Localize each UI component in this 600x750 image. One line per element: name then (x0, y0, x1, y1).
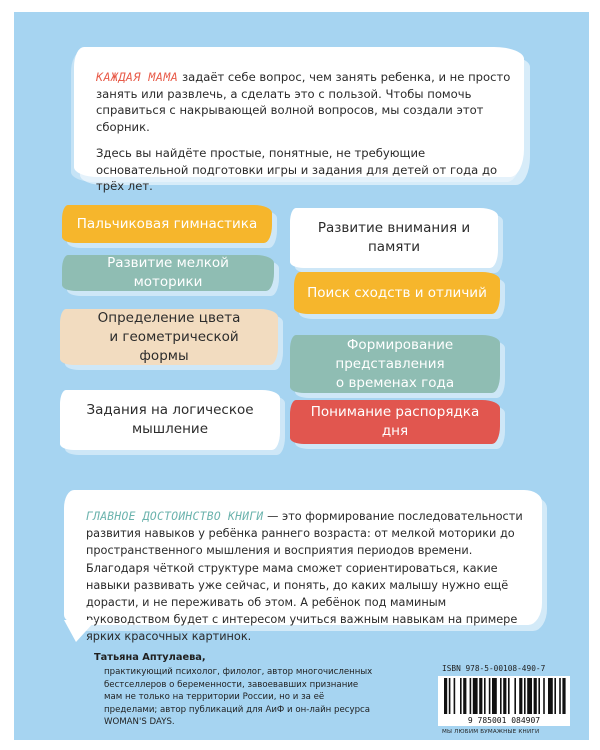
book-back-cover (14, 12, 589, 740)
barcode-bar (508, 678, 510, 714)
barcode-bar (503, 678, 506, 714)
author-info (94, 652, 374, 728)
intro-block (74, 47, 524, 193)
isbn-label: ISBN 978-5-00108-490-7 (442, 664, 546, 673)
intro-accent: КАЖДАЯ МАМА (96, 70, 179, 84)
topic-label (66, 401, 273, 439)
barcode-bar (538, 678, 540, 714)
topic-label: Понимание распорядка дня (310, 404, 480, 439)
barcode-bar (543, 678, 545, 714)
barcode-bar (484, 678, 486, 714)
barcode-bar (534, 678, 537, 714)
topic-label: Поиск сходств и отличий (307, 284, 487, 301)
author-name: Татьяна Аптулаева, (94, 652, 206, 663)
topic-label-line-2: и геометрической формы (109, 328, 239, 364)
barcode-bar (449, 678, 451, 714)
barcode-bar (527, 678, 532, 714)
barcode (438, 676, 570, 726)
topic-label (60, 309, 278, 366)
barcode-bar (479, 678, 482, 714)
barcode-digits: 9 785001 084907 (467, 716, 541, 725)
barcode-bar (514, 678, 516, 714)
intro-paragraph-2: Здесь вы найдёте простые, понятные, не требующие основательной подготовки игры и задания для детей от года до трёх лет. (96, 146, 498, 193)
topic-finger-gymnastics (62, 205, 272, 243)
barcode-bar (489, 678, 491, 714)
intro-text (96, 69, 516, 205)
main-merit-block (64, 490, 542, 644)
topic-attention-memory (290, 208, 498, 268)
main-accent: ГЛАВНОЕ ДОСТОИНСТВО КНИГИ (86, 510, 264, 523)
barcode-bar (473, 678, 478, 714)
main-text-rest: — это формирование последовательности развития навыков у ребёнка раннего возраста: от мелкой моторики до пространственного мышления и восприятия периодов времени. Благодаря чёткой структуре мама сможет сориентироваться, какие навыки развивать уже сейчас, и понять, до каких малышу нужно ещё дорасти, и не переживать об этом. А ребёнок под маминым руководством будет с интересом учиться важным навыкам на примере ярких красочных картинок. (86, 510, 523, 644)
topic-similarities (294, 272, 500, 314)
barcode-bar (562, 678, 565, 714)
author-bio: практикующий психолог, филолог, автор многочисленных бестселлеров о беременности, завоевавших признание мам не только на территории России, но и за её пределами; автор публикаций для АиФ и он-лайн ресурса WOMAN'S DAYS. (104, 667, 373, 728)
topic-daily-routine (290, 400, 500, 444)
topic-label-line-1: Формирование представления (335, 336, 454, 372)
barcode-bar (444, 678, 447, 714)
topic-label: Развитие мелкой моторики (107, 255, 229, 290)
publisher-slogan: МЫ ЛЮБИМ БУМАЖНЫЕ КНИГИ (442, 729, 540, 735)
topic-label-line-2: о временах года (335, 374, 455, 391)
barcode-bars (438, 676, 570, 726)
barcode-bar (463, 678, 466, 714)
barcode-bar (460, 678, 462, 714)
barcode-bar (519, 678, 522, 714)
barcode-bar (492, 678, 497, 714)
topic-seasons (290, 335, 500, 393)
barcode-bar (554, 678, 556, 714)
topic-color-shape (60, 309, 278, 365)
topic-fine-motor (62, 255, 274, 291)
topic-label: Развитие внимания и памяти (317, 220, 471, 255)
intro-paragraph-1-rest: задаёт себе вопрос, чем занять ребенка, и не просто занять или развлечь, а сделать это с пользой. Чтобы помочь справиться с накрывающей волной вопросов, мы создали этот сборник. (96, 70, 511, 134)
speech-tail (64, 620, 96, 642)
topic-label (290, 336, 500, 393)
main-text (86, 508, 526, 646)
topic-label: Пальчиковая гимнастика (76, 215, 258, 232)
topic-label-line-1: Определение цвета (97, 309, 241, 326)
barcode-bar (524, 678, 526, 714)
barcode-bar (559, 678, 561, 714)
topic-label-line-1: Задания на логическое (86, 402, 254, 418)
barcode-bar (470, 678, 472, 714)
barcode-bar (500, 678, 502, 714)
topic-logic (60, 390, 280, 450)
intro-paragraph-1 (96, 69, 516, 135)
barcode-bar (454, 678, 456, 714)
barcode-bar (548, 678, 553, 714)
topic-label-line-2: мышление (131, 421, 209, 437)
